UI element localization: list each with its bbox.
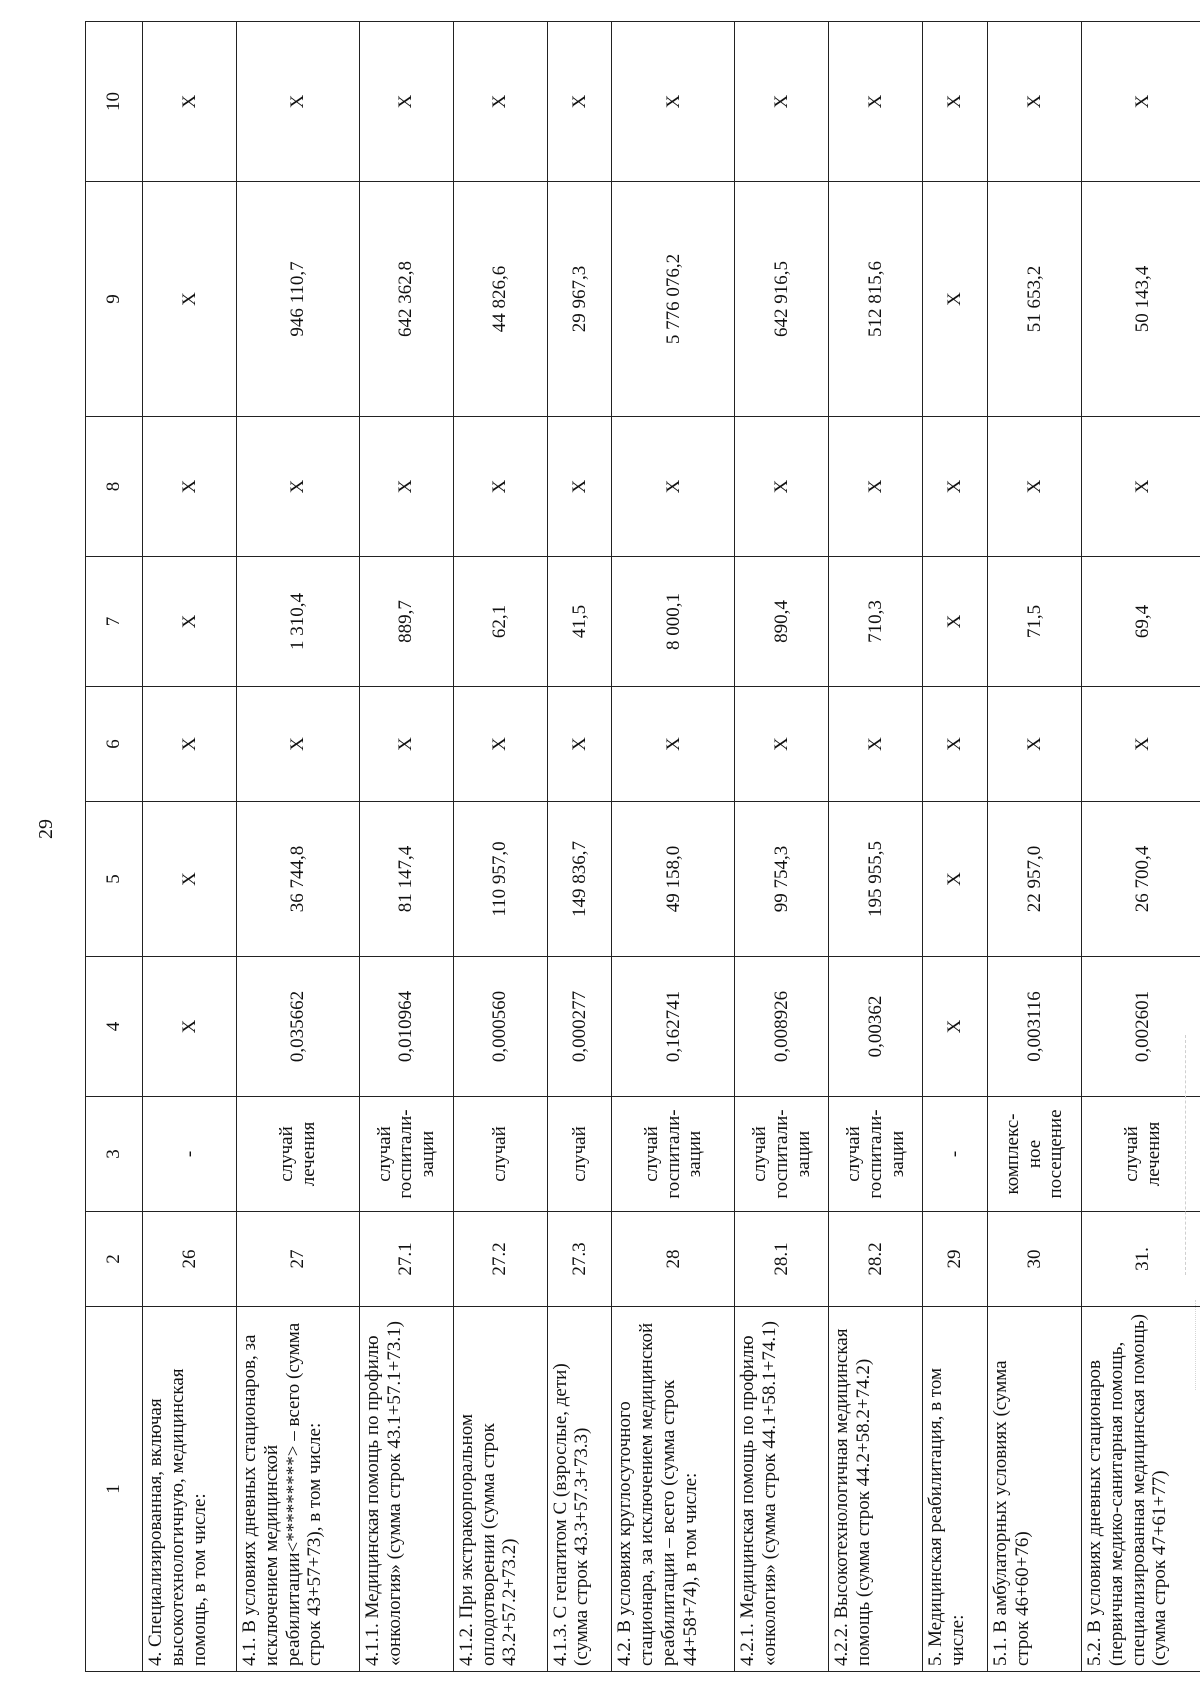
- table-cell: X: [829, 22, 923, 182]
- column-header: 6: [86, 687, 143, 802]
- table-cell: 8 000,1: [612, 557, 735, 687]
- table-cell: 0,000277: [547, 957, 612, 1097]
- row-description: 5.2. В условиях дневных стационаров (первичная медико-санитарная помощь, специализированная медицинская помощь) (сумма строк 47+61+77): [1081, 1307, 1200, 1672]
- table-cell: X: [923, 687, 988, 802]
- table-row: [143, 22, 237, 1672]
- table-cell: X: [923, 417, 988, 557]
- table-row: [829, 22, 923, 1672]
- table-cell: 27.1: [359, 1212, 453, 1307]
- table-cell: X: [236, 22, 359, 182]
- table-cell: 710,3: [829, 557, 923, 687]
- table-cell: X: [735, 687, 829, 802]
- table-cell: X: [1081, 22, 1200, 182]
- table-cell: 0,010964: [359, 957, 453, 1097]
- column-header: 9: [86, 182, 143, 417]
- table-cell: X: [236, 417, 359, 557]
- table-cell: X: [612, 22, 735, 182]
- table-cell: 642 362,8: [359, 182, 453, 417]
- table-row: [923, 22, 988, 1672]
- table-cell: X: [359, 22, 453, 182]
- table-cell: 0,00362: [829, 957, 923, 1097]
- table-cell: -: [923, 1097, 988, 1212]
- rotated-table-container: [85, 22, 1200, 1672]
- table-cell: X: [612, 687, 735, 802]
- table-cell: X: [735, 417, 829, 557]
- row-description: 4.1. В условиях дневных стационаров, за исключением медицинской реабилитации<*********> – всего (сумма строк 43+57+73), в том числе:: [236, 1307, 359, 1672]
- table-cell: 0,003116: [988, 957, 1082, 1097]
- column-header: 8: [86, 417, 143, 557]
- table-cell: 0,162741: [612, 957, 735, 1097]
- table-cell: X: [453, 22, 547, 182]
- table-cell: 69,4: [1081, 557, 1200, 687]
- table-cell: X: [735, 22, 829, 182]
- table-cell: комплекс-ное посещение: [988, 1097, 1082, 1212]
- table-cell: X: [1081, 417, 1200, 557]
- table-cell: 0,008926: [735, 957, 829, 1097]
- table-row: [547, 22, 612, 1672]
- table-cell: 71,5: [988, 557, 1082, 687]
- table-cell: 22 957,0: [988, 802, 1082, 957]
- table-cell: 29 967,3: [547, 182, 612, 417]
- table-cell: 149 836,7: [547, 802, 612, 957]
- table-cell: 0,035662: [236, 957, 359, 1097]
- table-row: [612, 22, 735, 1672]
- column-header: 7: [86, 557, 143, 687]
- column-header: 3: [86, 1097, 143, 1212]
- table-cell: 26 700,4: [1081, 802, 1200, 957]
- table-cell: X: [143, 417, 237, 557]
- table-cell: 44 826,6: [453, 182, 547, 417]
- table-cell: 890,4: [735, 557, 829, 687]
- table-cell: 27: [236, 1212, 359, 1307]
- row-description: 4. Специализированная, включая высокотехнологичную, медицинская помощь, в том числе:: [143, 1307, 237, 1672]
- row-description: 5.1. В амбулаторных условиях (сумма строк 46+60+76): [988, 1307, 1082, 1672]
- table-cell: X: [547, 687, 612, 802]
- table-cell: X: [988, 687, 1082, 802]
- table-cell: 50 143,4: [1081, 182, 1200, 417]
- table-cell: 62,1: [453, 557, 547, 687]
- table-cell: 0,002601: [1081, 957, 1200, 1097]
- table-row: [359, 22, 453, 1672]
- table-cell: 28.1: [735, 1212, 829, 1307]
- table-cell: случай госпитали-зации: [735, 1097, 829, 1212]
- row-description: 4.2.2. Высокотехнологичная медицинская помощь (сумма строк 44.2+58.2+74.2): [829, 1307, 923, 1672]
- table-row: [453, 22, 547, 1672]
- table-cell: 27.3: [547, 1212, 612, 1307]
- column-header: 2: [86, 1212, 143, 1307]
- row-description: 4.1.2. При экстракорпоральном оплодотворении (сумма строк 43.2+57.2+73.2): [453, 1307, 547, 1672]
- column-header: 1: [86, 1307, 143, 1672]
- table-row: [735, 22, 829, 1672]
- table-cell: X: [923, 802, 988, 957]
- column-header: 4: [86, 957, 143, 1097]
- table-cell: 51 653,2: [988, 182, 1082, 417]
- table-cell: X: [143, 687, 237, 802]
- table-cell: случай госпитали-зации: [829, 1097, 923, 1212]
- table-cell: случай: [547, 1097, 612, 1212]
- table-row: [988, 22, 1082, 1672]
- table-cell: X: [1081, 687, 1200, 802]
- table-cell: 5 776 076,2: [612, 182, 735, 417]
- table-row: [236, 22, 359, 1672]
- table-cell: X: [143, 182, 237, 417]
- column-header: 5: [86, 802, 143, 957]
- table-cell: X: [923, 557, 988, 687]
- table-cell: 31.: [1081, 1212, 1200, 1307]
- table-cell: X: [547, 22, 612, 182]
- scan-artifact: [1185, 1035, 1187, 1275]
- table-cell: 29: [923, 1212, 988, 1307]
- table-cell: 26: [143, 1212, 237, 1307]
- scan-artifact: [1195, 1300, 1197, 1390]
- table-cell: 642 916,5: [735, 182, 829, 417]
- row-description: 4.2.1. Медицинская помощь по профилю «онкология» (сумма строк 44.1+58.1+74.1): [735, 1307, 829, 1672]
- table-header-row: [86, 22, 143, 1672]
- row-description: 4.2. В условиях круглосуточного стационара, за исключением медицинской реабилитации – всего (сумма строк 44+58+74), в том числе:: [612, 1307, 735, 1672]
- row-description: 4.1.3. С гепатитом С (взрослые, дети) (сумма строк 43.3+57.3+73.3): [547, 1307, 612, 1672]
- table-cell: X: [829, 417, 923, 557]
- table-cell: X: [923, 957, 988, 1097]
- row-description: 4.1.1. Медицинская помощь по профилю «онкология» (сумма строк 43.1+57.1+73.1): [359, 1307, 453, 1672]
- table-row: [1081, 22, 1200, 1672]
- table-cell: случай лечения: [236, 1097, 359, 1212]
- table-cell: X: [923, 22, 988, 182]
- table-cell: 28: [612, 1212, 735, 1307]
- table-cell: 512 815,6: [829, 182, 923, 417]
- page-number: 29: [35, 819, 57, 839]
- table-cell: X: [359, 417, 453, 557]
- column-header: 10: [86, 22, 143, 182]
- table-cell: X: [988, 417, 1082, 557]
- table-cell: 99 754,3: [735, 802, 829, 957]
- table-cell: 81 147,4: [359, 802, 453, 957]
- table-cell: X: [547, 417, 612, 557]
- table-cell: 889,7: [359, 557, 453, 687]
- table-cell: X: [923, 182, 988, 417]
- table-cell: X: [453, 417, 547, 557]
- table-cell: 28.2: [829, 1212, 923, 1307]
- table-cell: 41,5: [547, 557, 612, 687]
- table-cell: X: [829, 687, 923, 802]
- table-cell: случай: [453, 1097, 547, 1212]
- table-cell: случай лечения: [1081, 1097, 1200, 1212]
- table-cell: 195 955,5: [829, 802, 923, 957]
- table-cell: -: [143, 1097, 237, 1212]
- table-cell: 110 957,0: [453, 802, 547, 957]
- table-cell: X: [236, 687, 359, 802]
- data-table: [85, 21, 1200, 1672]
- table-cell: 49 158,0: [612, 802, 735, 957]
- table-cell: 30: [988, 1212, 1082, 1307]
- table-cell: X: [359, 687, 453, 802]
- table-cell: случай госпитали-зации: [359, 1097, 453, 1212]
- table-cell: X: [612, 417, 735, 557]
- table-cell: X: [143, 557, 237, 687]
- table-cell: X: [143, 957, 237, 1097]
- table-cell: X: [143, 802, 237, 957]
- row-description: 5. Медицинская реабилитация, в том числе:: [923, 1307, 988, 1672]
- table-cell: 0,000560: [453, 957, 547, 1097]
- table-cell: X: [453, 687, 547, 802]
- table-cell: 1 310,4: [236, 557, 359, 687]
- table-cell: случай госпитали-зации: [612, 1097, 735, 1212]
- table-cell: 27.2: [453, 1212, 547, 1307]
- table-cell: 36 744,8: [236, 802, 359, 957]
- table-cell: 946 110,7: [236, 182, 359, 417]
- table-cell: X: [143, 22, 237, 182]
- table-cell: X: [988, 22, 1082, 182]
